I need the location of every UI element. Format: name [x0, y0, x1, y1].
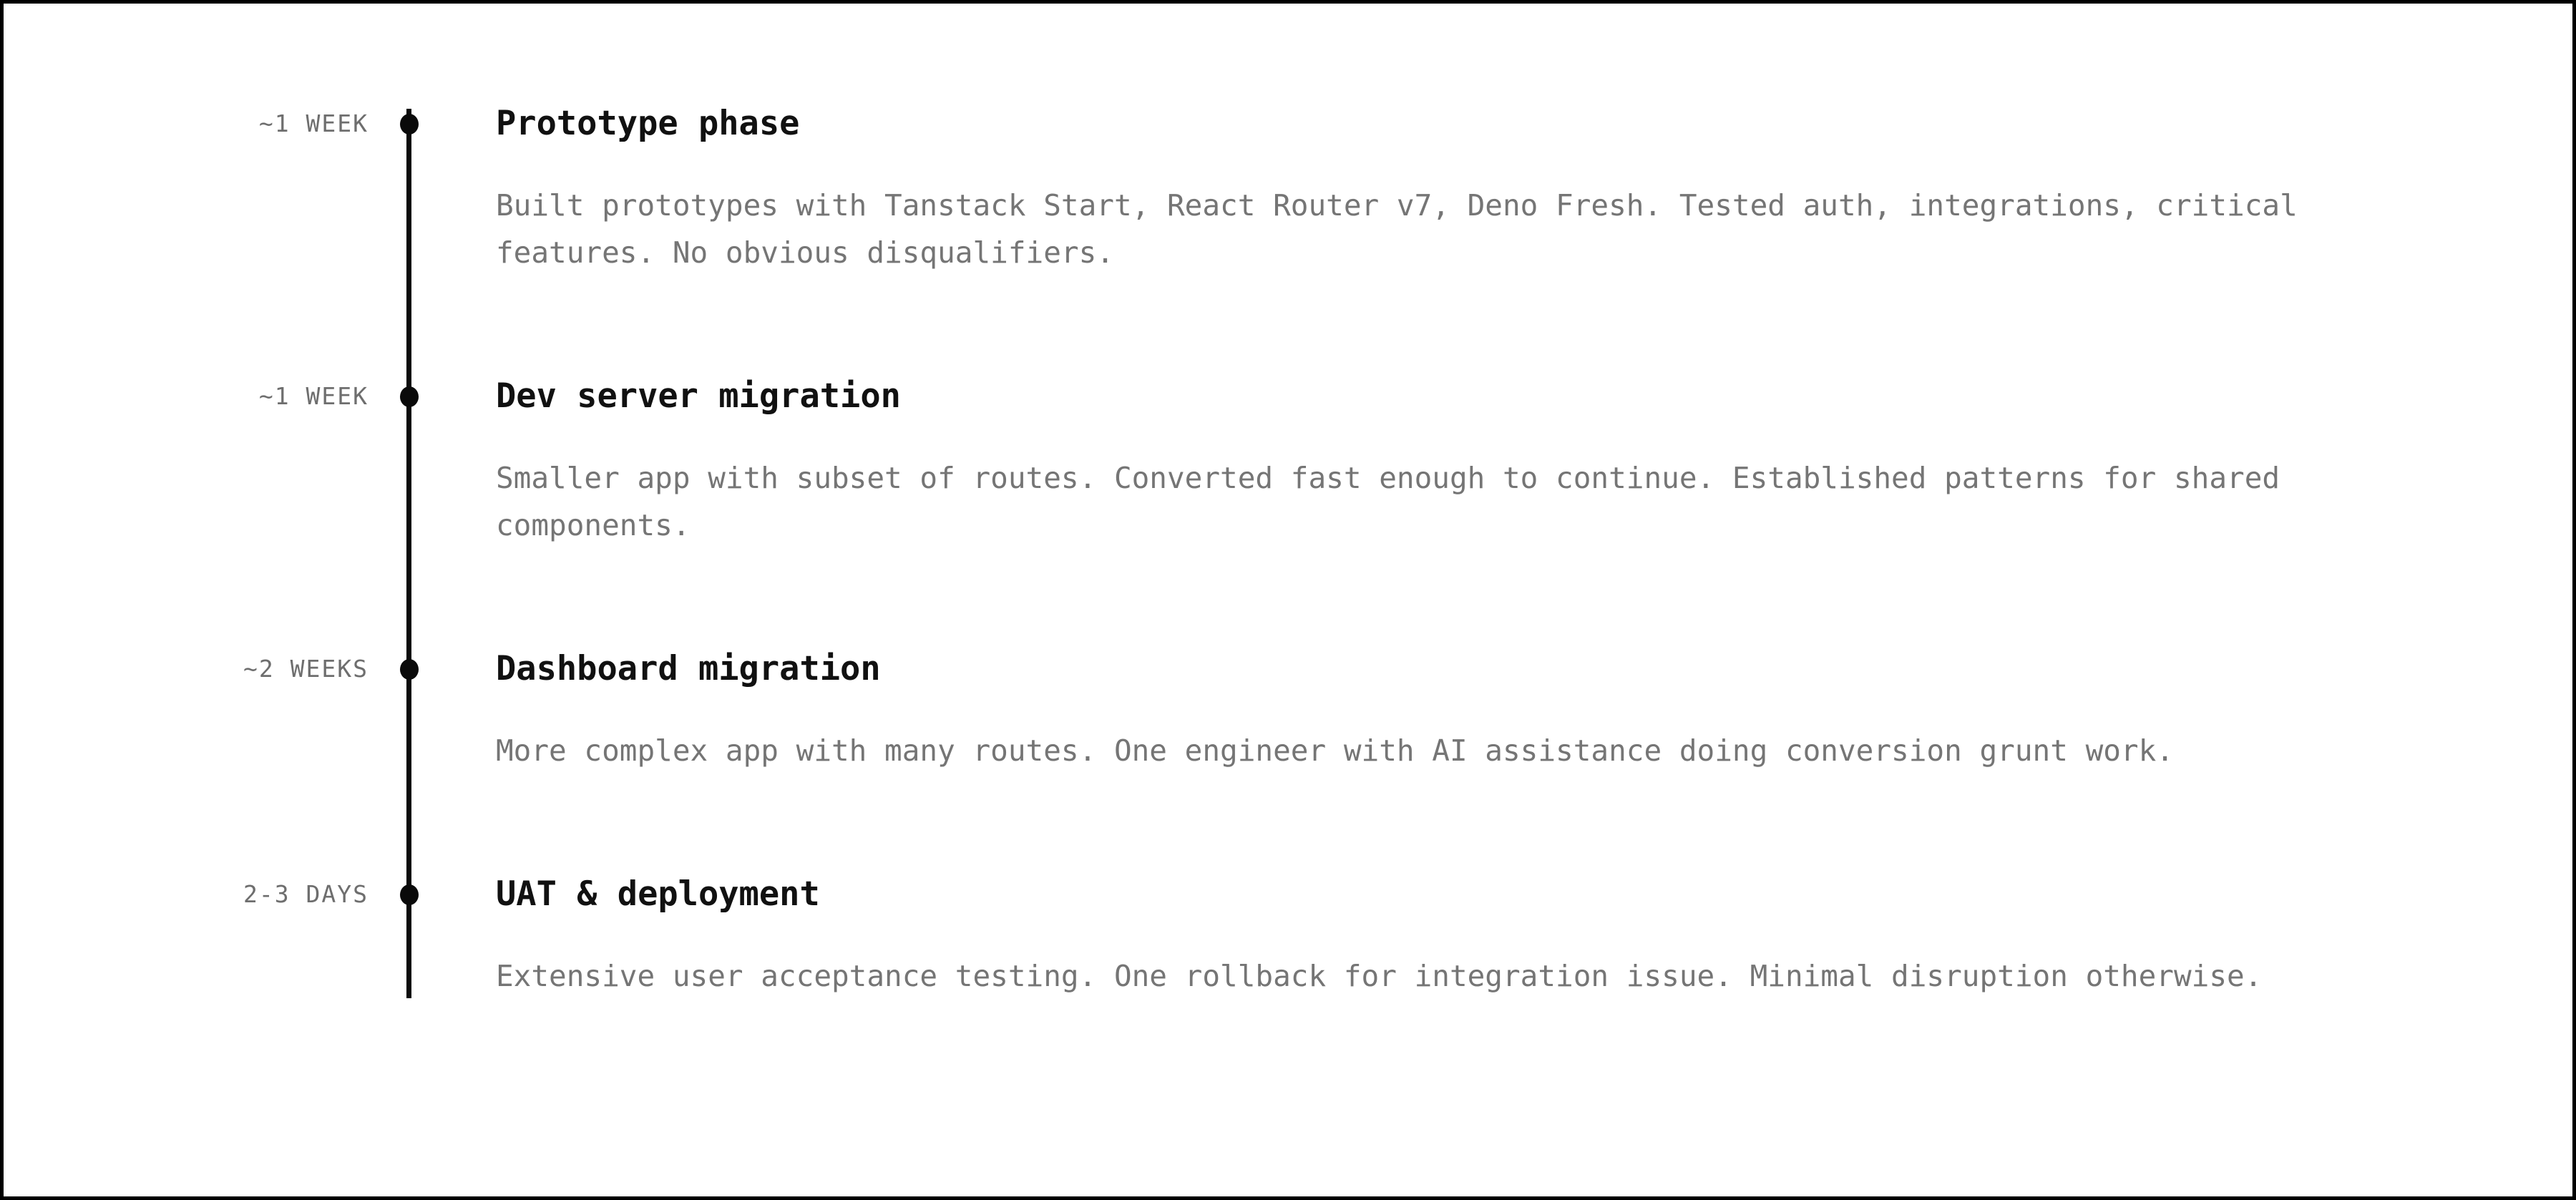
timeline-dot-icon [400, 114, 419, 135]
entry-gutter [369, 645, 496, 774]
timeline [4, 100, 2576, 1096]
timeline-entry [4, 645, 2576, 774]
entry-title: Dev server migration [496, 376, 901, 416]
entry-title: UAT & deployment [496, 874, 820, 914]
timeline-entry [4, 373, 2576, 549]
timeline-dot-icon [400, 659, 419, 680]
entry-gutter [369, 871, 496, 1000]
entry-body [496, 100, 2335, 276]
duration-label: ~1 WEEK [258, 382, 369, 410]
timeline-entry [4, 100, 2576, 276]
entry-title: Dashboard migration [496, 649, 881, 688]
timeline-entries [4, 100, 2576, 1000]
entry-description: Smaller app with subset of routes. Converted fast enough to continue. Established patterns for shared components. [496, 461, 2280, 542]
duration-label: 2-3 DAYS [243, 880, 369, 908]
entry-body [496, 645, 2335, 774]
entry-description: Extensive user acceptance testing. One rollback for integration issue. Minimal disruption otherwise. [496, 959, 2263, 993]
entry-gutter [369, 373, 496, 549]
entry-body [496, 373, 2335, 549]
entry-body [496, 871, 2335, 1000]
entry-title: Prototype phase [496, 104, 800, 143]
timeline-dot-icon [400, 386, 419, 407]
duration-label: ~2 WEEKS [243, 655, 369, 683]
entry-description: More complex app with many routes. One engineer with AI assistance doing conversion grunt work. [496, 733, 2174, 768]
entry-gutter [369, 100, 496, 276]
duration-label: ~1 WEEK [258, 109, 369, 137]
entry-description: Built prototypes with Tanstack Start, React Router v7, Deno Fresh. Tested auth, integrations, critical features. No obvious disqualifiers. [496, 188, 2298, 270]
timeline-dot-icon [400, 884, 419, 905]
timeline-entry [4, 871, 2576, 1000]
